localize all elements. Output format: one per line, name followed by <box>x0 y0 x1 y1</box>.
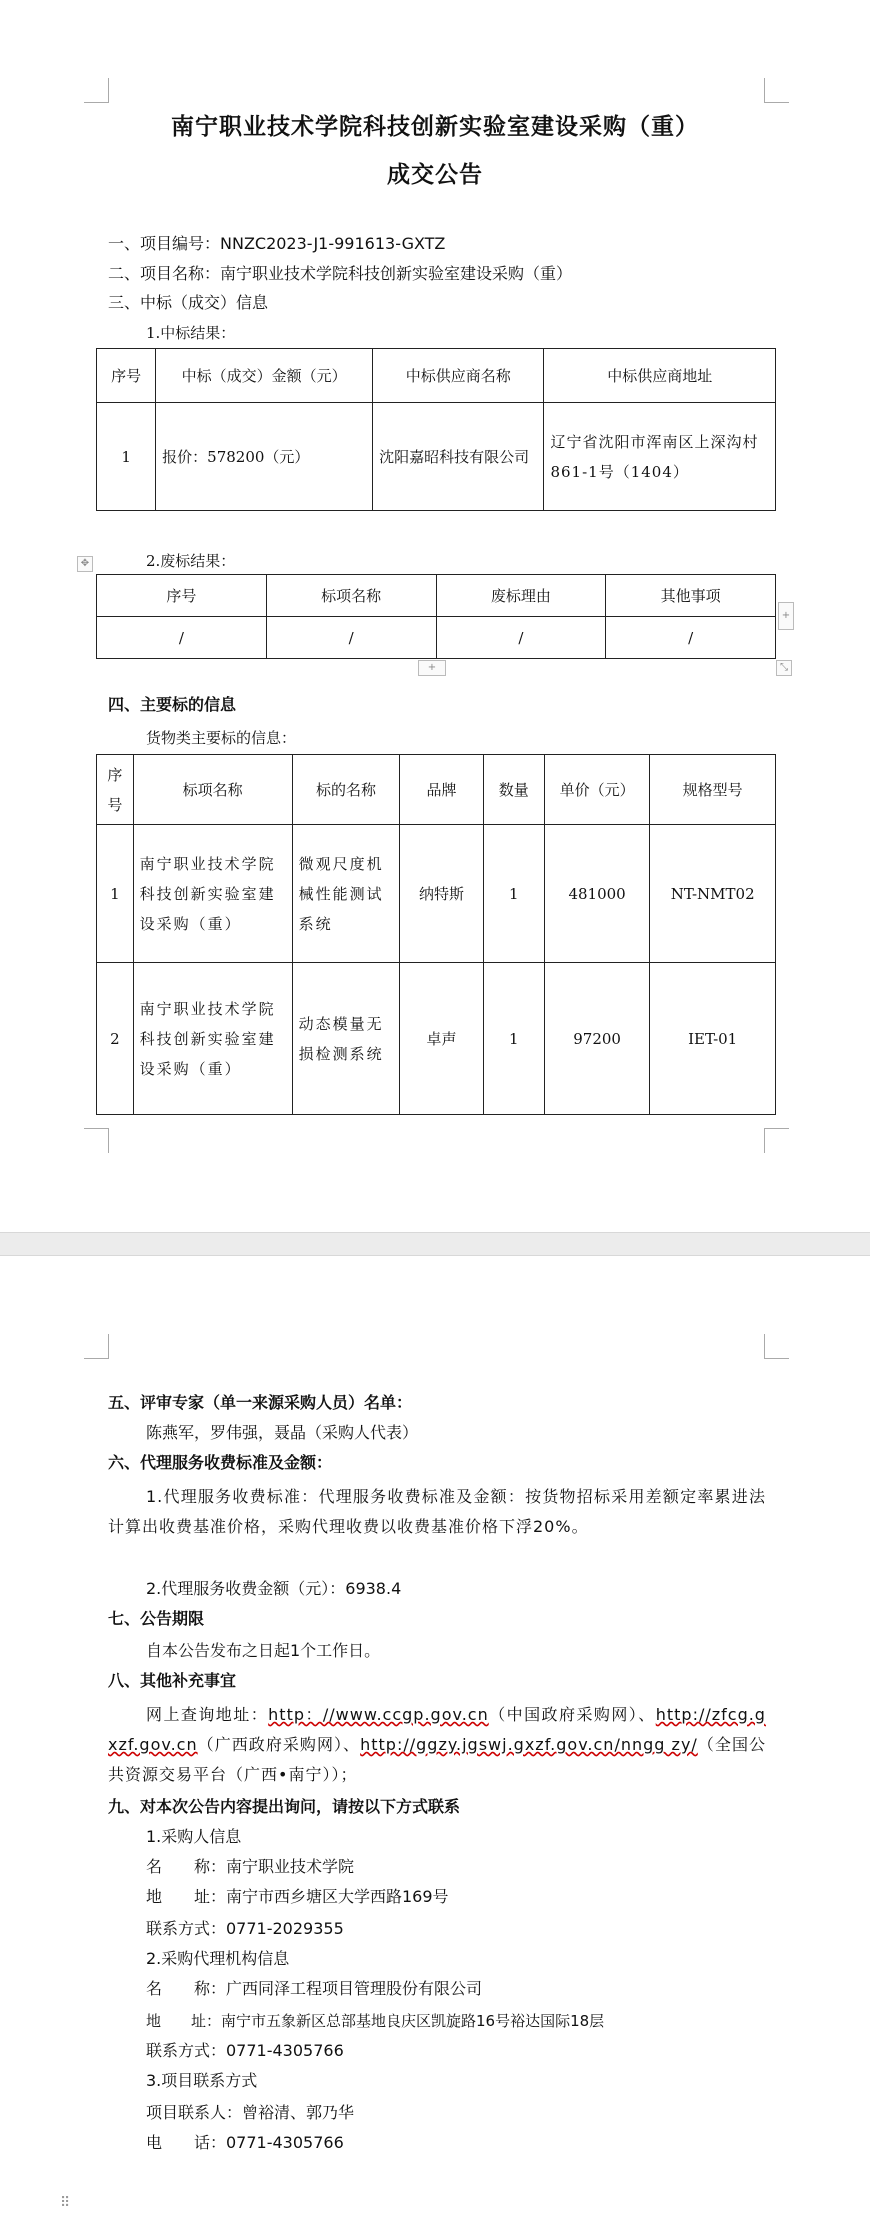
header-cell: 标的名称 <box>292 755 400 825</box>
section-experts: 五、评审专家（单一来源采购人员）名单： <box>108 1393 413 1412</box>
page-separator <box>0 1232 870 1256</box>
award-table <box>96 348 776 511</box>
section-main-items: 四、主要标的信息 <box>108 695 237 714</box>
header-cell: 中标（成交）金额（元） <box>156 349 373 403</box>
section-contact: 九、对本次公告内容提出询问，请按以下方式联系 <box>108 1797 461 1816</box>
agency-name: 名 称：广西同泽工程项目管理股份有限公司 <box>146 1979 483 1998</box>
header-cell: 标项名称 <box>133 755 292 825</box>
header-cell: 中标供应商地址 <box>544 349 776 403</box>
table-row <box>97 825 776 963</box>
agency-phone: 联系方式：0771-4305766 <box>146 2041 344 2060</box>
header-cell: 序号 <box>97 755 134 825</box>
nnggzy-label: （全国公共资源交易平台（广西•南宁））； <box>108 1735 766 1784</box>
margin-corner-bottom-left <box>84 1128 109 1153</box>
header-cell: 数量 <box>483 755 544 825</box>
section-notice-period: 七、公告期限 <box>108 1609 205 1628</box>
project-contact-person: 项目联系人：曾裕清、郭乃华 <box>146 2103 355 2122</box>
add-column-handle[interactable]: + <box>778 602 794 630</box>
agency-info-head: 2.采购代理机构信息 <box>146 1949 290 1968</box>
margin-corner-top-left <box>84 78 109 103</box>
table-cell: 481000 <box>544 825 650 963</box>
table-cell: 2 <box>97 963 134 1115</box>
table-cell: 沈阳嘉昭科技有限公司 <box>373 403 544 511</box>
table-cell: / <box>97 617 267 659</box>
notice-period-text: 自本公告发布之日起1个工作日。 <box>146 1641 381 1660</box>
goods-table <box>96 754 776 1115</box>
purchaser-name: 名 称：南宁职业技术学院 <box>146 1857 355 1876</box>
document-subtitle: 成交公告 <box>387 161 483 188</box>
header-cell: 废标理由 <box>436 575 606 617</box>
table-cell: 报价：578200（元） <box>156 403 373 511</box>
table-cell: 97200 <box>544 963 650 1115</box>
table-cell: 纳特斯 <box>400 825 483 963</box>
header-cell: 序号 <box>97 349 156 403</box>
purchaser-phone: 联系方式：0771-2029355 <box>146 1919 344 1938</box>
gxzf-link[interactable]: http://zfcg.gxzf.gov.cn <box>108 1705 766 1754</box>
section-project-number: 一、项目编号：NNZC2023-J1-991613-GXTZ <box>108 234 446 253</box>
agency-fee-standard: 1.代理服务收费标准：代理服务收费标准及金额：按货物招标采用差额定率累进法计算出收费基准价格，采购代理收费以收费基准价格下浮20%。 <box>108 1487 766 1536</box>
table-row <box>97 403 776 511</box>
table-resize-handle[interactable]: ⤡ <box>776 660 792 676</box>
purchaser-info-head: 1.采购人信息 <box>146 1827 242 1846</box>
table-row <box>97 617 776 659</box>
header-cell: 规格型号 <box>650 755 776 825</box>
void-result-label: 2.废标结果： <box>146 552 236 570</box>
header-cell: 中标供应商名称 <box>373 349 544 403</box>
purchaser-address: 地 址：南宁市西乡塘区大学西路169号 <box>146 1887 449 1906</box>
experts-list: 陈燕军，罗伟强，聂晶（采购人代表） <box>146 1423 419 1442</box>
section-award-info: 三、中标（成交）信息 <box>108 293 269 312</box>
void-table-header <box>97 575 776 617</box>
query-address-prefix: 网上查询地址： <box>146 1705 269 1724</box>
margin-corner-bottom-right <box>764 1128 789 1153</box>
table-row <box>97 963 776 1115</box>
table-cell: 微观尺度机械性能测试系统 <box>292 825 400 963</box>
document-title: 南宁职业技术学院科技创新实验室建设采购（重） <box>171 113 699 140</box>
section-agency-fee: 六、代理服务收费标准及金额： <box>108 1453 333 1472</box>
ccgp-link[interactable]: http：//www.ccgp.gov.cn <box>268 1705 489 1724</box>
table-cell: / <box>266 617 436 659</box>
table-cell: / <box>436 617 606 659</box>
header-cell: 品牌 <box>400 755 483 825</box>
add-row-handle[interactable]: + <box>418 660 446 676</box>
award-result-label: 1.中标结果： <box>146 324 236 342</box>
goods-info-label: 货物类主要标的信息： <box>146 729 297 747</box>
margin-corner-top-left <box>84 1334 109 1359</box>
ccgp-label: （中国政府采购网）、 <box>488 1705 656 1724</box>
section-other-matters: 八、其他补充事宜 <box>108 1671 237 1690</box>
award-table-header <box>97 349 776 403</box>
margin-corner-top-right <box>764 78 789 103</box>
void-table <box>96 574 776 659</box>
header-cell: 其他事项 <box>606 575 776 617</box>
table-cell: 辽宁省沈阳市浑南区上深沟村861-1号（1404） <box>544 403 776 511</box>
table-cell: 1 <box>483 825 544 963</box>
table-cell: 1 <box>97 403 156 511</box>
project-contact-head: 3.项目联系方式 <box>146 2071 258 2090</box>
paragraph-drag-handle[interactable]: ⠿ <box>60 2195 71 2211</box>
table-cell: 南宁职业技术学院科技创新实验室建设采购（重） <box>133 825 292 963</box>
section-project-name: 二、项目名称：南宁职业技术学院科技创新实验室建设采购（重） <box>108 264 573 283</box>
header-cell: 序号 <box>97 575 267 617</box>
nnggzy-link[interactable]: http://ggzy.jgswj.gxzf.gov.cn/nngg zy/ <box>360 1735 698 1754</box>
project-contact-phone: 电 话：0771-4305766 <box>146 2133 344 2152</box>
table-cell: / <box>606 617 776 659</box>
gxzf-label: （广西政府采购网）、 <box>197 1735 361 1754</box>
agency-fee-amount: 2.代理服务收费金额（元）：6938.4 <box>146 1579 402 1598</box>
table-move-handle[interactable]: ✥ <box>77 556 93 572</box>
query-address-paragraph <box>108 1700 766 1790</box>
margin-corner-top-right <box>764 1334 789 1359</box>
header-cell: 单价（元） <box>544 755 650 825</box>
table-cell: 1 <box>97 825 134 963</box>
table-cell: NT-NMT02 <box>650 825 776 963</box>
table-cell: 卓声 <box>400 963 483 1115</box>
header-cell: 标项名称 <box>266 575 436 617</box>
table-cell: IET-01 <box>650 963 776 1115</box>
table-cell: 1 <box>483 963 544 1115</box>
goods-table-header <box>97 755 776 825</box>
document-page-2 <box>0 1256 870 2234</box>
agency-address: 地 址：南宁市五象新区总部基地良庆区凯旋路16号裕达国际18层 <box>146 2012 605 2030</box>
table-cell: 南宁职业技术学院科技创新实验室建设采购（重） <box>133 963 292 1115</box>
table-cell: 动态模量无损检测系统 <box>292 963 400 1115</box>
